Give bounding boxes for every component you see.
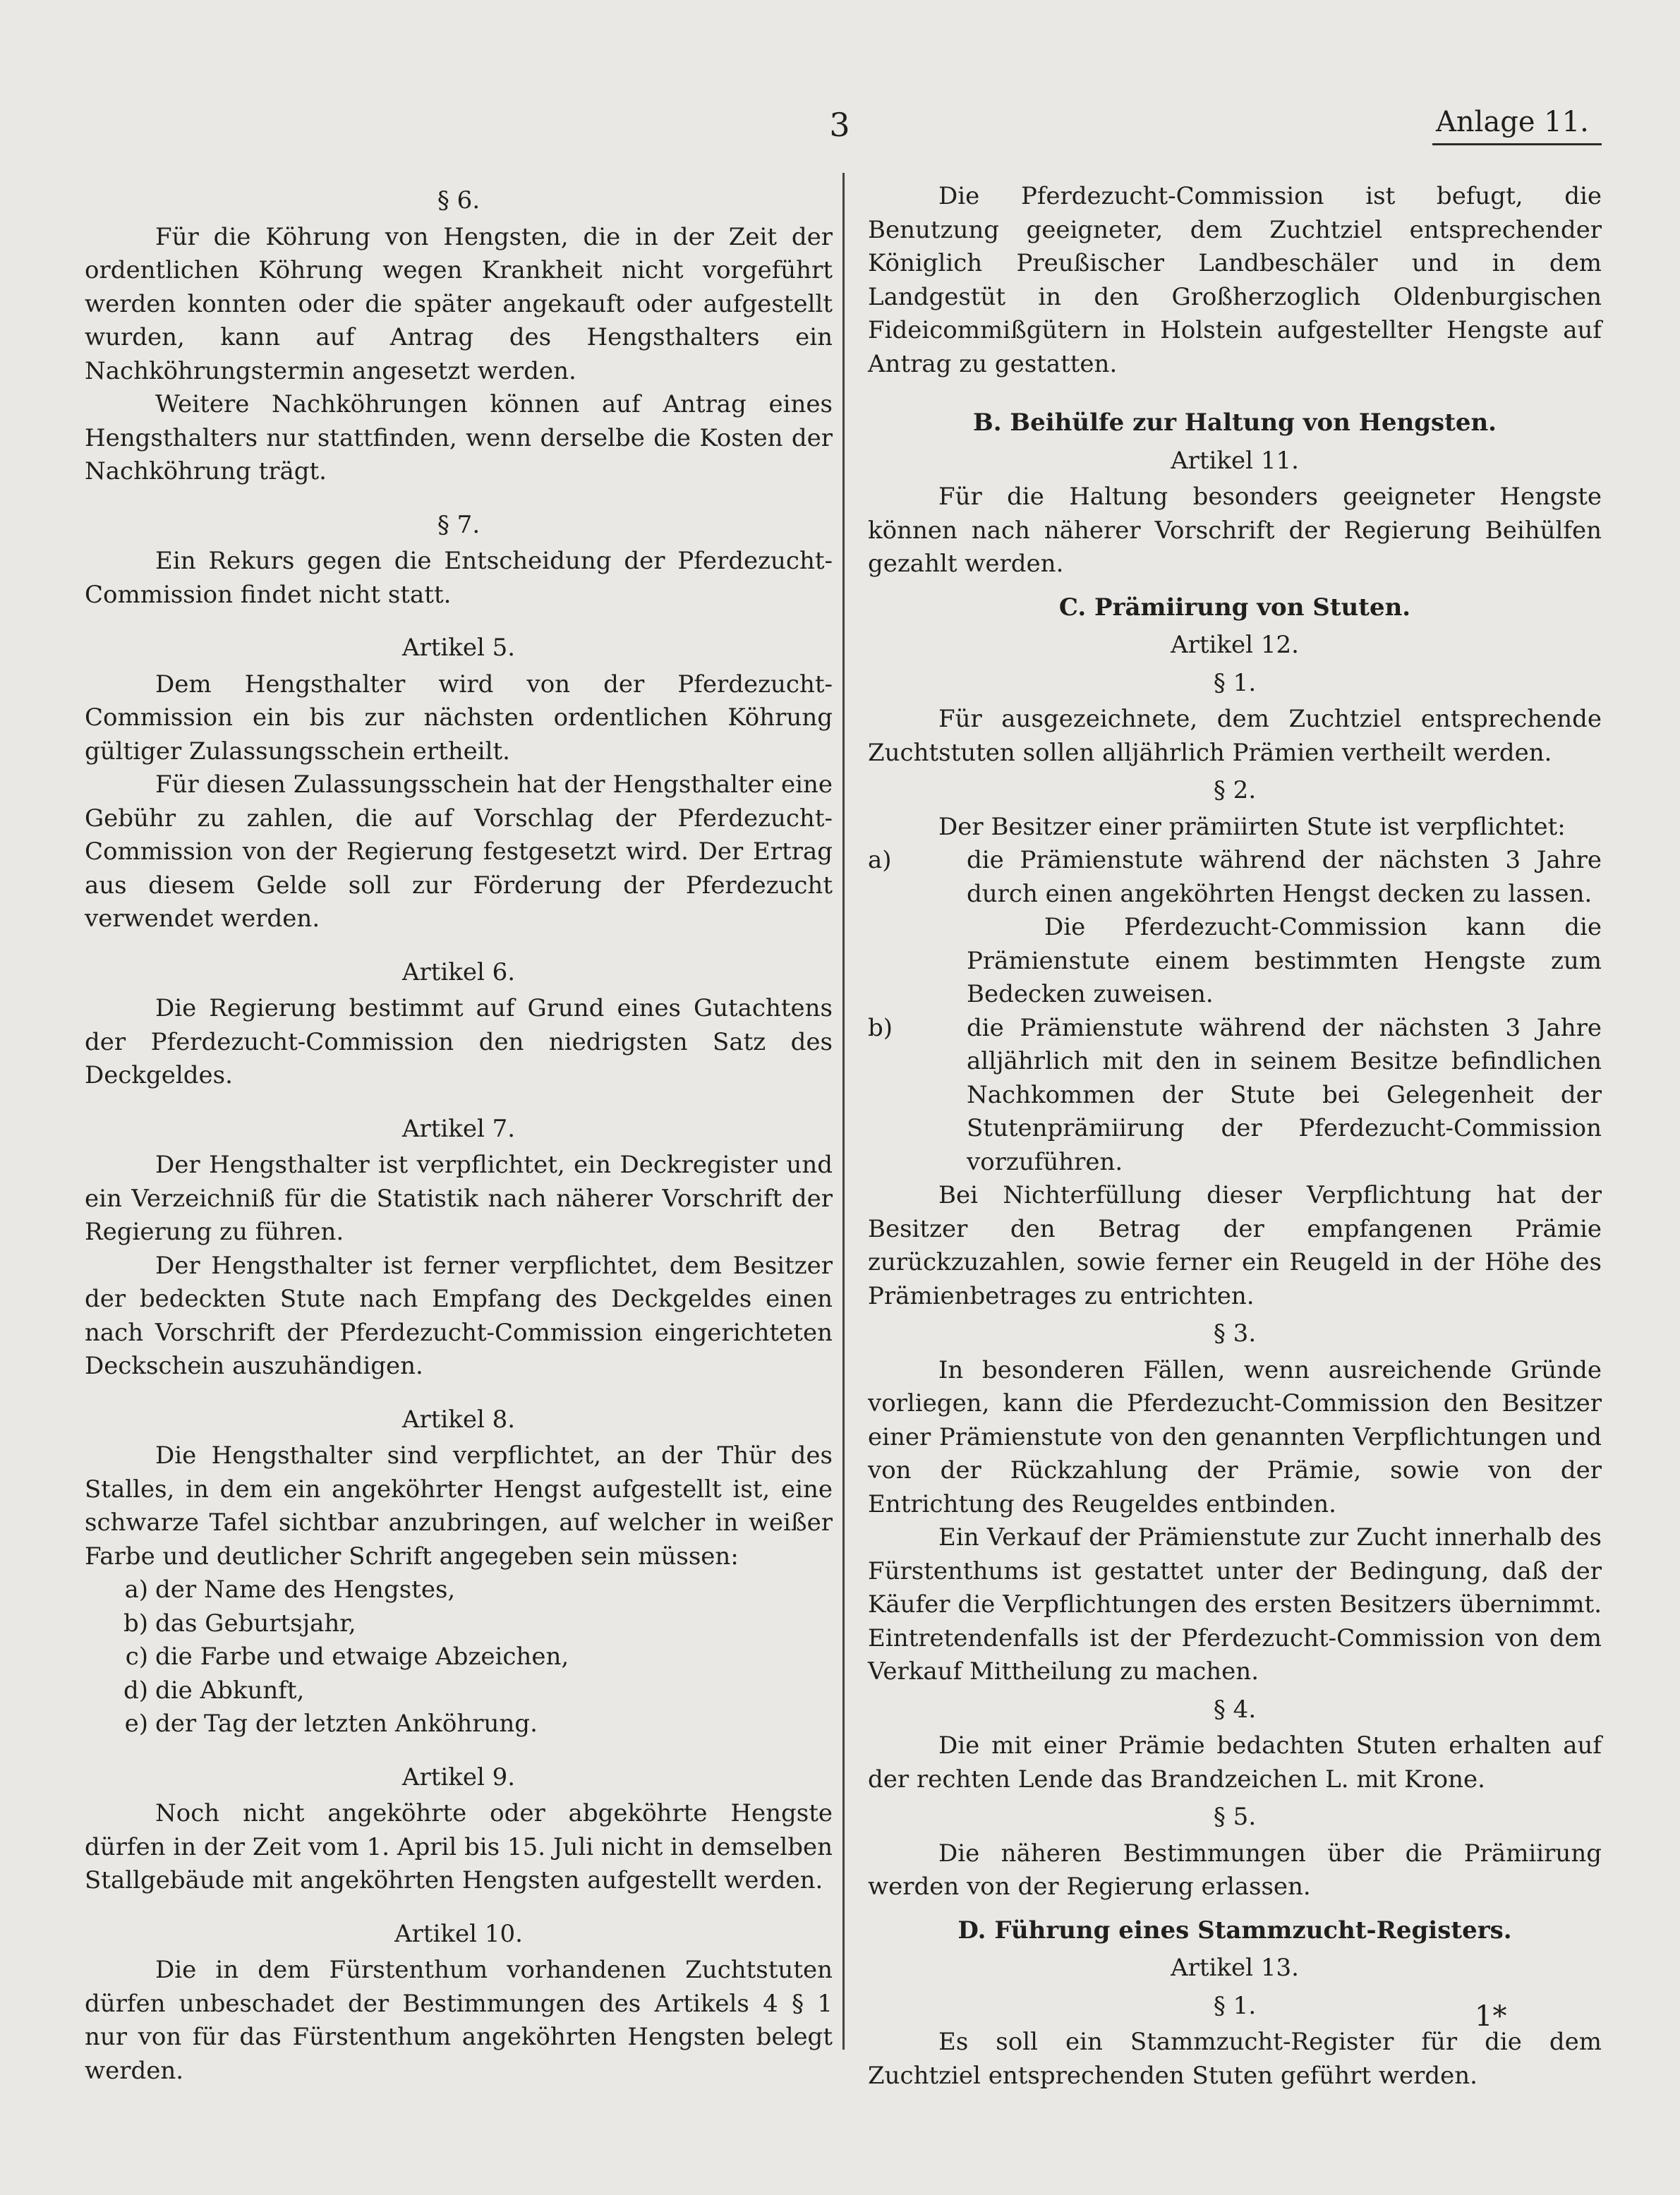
paragraph: Die Pferdezucht-Commission kann die Prämienstute einem bestimmten Hengste zum Bedecken zuweisen. xyxy=(967,913,1602,1008)
article-heading: Artikel 12. xyxy=(1171,631,1299,659)
list-item: b) das Geburtsjahr, xyxy=(123,1609,356,1638)
list-item: e) der Tag der letzten Anköhrung. xyxy=(124,1710,538,1738)
part-heading: C. Prämiirung von Stuten. xyxy=(1058,593,1411,622)
article-heading: Artikel 13. xyxy=(1171,1954,1299,1982)
obligations-list xyxy=(868,1012,1602,1180)
part-heading: D. Führung eines Stammzucht-Registers. xyxy=(957,1916,1512,1945)
article-heading: Artikel 9. xyxy=(401,1762,516,1791)
part-heading: B. Beihülfe zur Haltung von Hengsten. xyxy=(972,409,1497,437)
sign-requirements-list xyxy=(85,1573,833,1741)
annex-label: Anlage 11. xyxy=(1436,106,1589,138)
paragraph: Dem Hengsthalter wird von der Pferdezucht-Commission ein bis zur nächsten ordentlichen Köhrung gültiger Zulassungsschein ertheilt. xyxy=(85,670,833,766)
paragraph: Weitere Nachköhrungen können auf Antrag eines Hengsthalters nur stattfinden, wenn derselbe die Kosten der Nachköhrung trägt. xyxy=(85,390,833,485)
paragraph: Bei Nichterfüllung dieser Verpflichtung hat der Besitzer den Betrag der empfangenen Prämie zurückzuzahlen, sowie ferner ein Reugeld in der Höhe des Prämienbetrages zu entrichten. xyxy=(868,1181,1602,1310)
paragraph: Ein Rekurs gegen die Entscheidung der Pferdezucht-Commission findet nicht statt. xyxy=(85,547,833,609)
right-column xyxy=(868,180,1602,2093)
paragraph: In besonderen Fällen, wenn ausreichende Gründe vorliegen, kann die Pferdezucht-Commission den Besitzer einer Prämienstute von den genannten Verpflichtungen und von der Rückzahlung der Prämie, sowie von der Entrichtung des Reugeldes entbinden. xyxy=(868,1355,1602,1518)
section-heading: § 1. xyxy=(1213,1991,1257,2020)
article-heading: Artikel 6. xyxy=(401,957,516,986)
paragraph: Noch nicht angeköhrte oder abgeköhrte Hengste dürfen in der Zeit vom 1. April bis 15. Juli nicht in demselben Stallgebäude mit angeköhrten Hengsten aufgestellt werden. xyxy=(85,1799,833,1894)
paragraph: Der Besitzer einer prämiirten Stute ist verpflichtet: xyxy=(938,812,1566,841)
paragraph: Die in dem Fürstenthum vorhandenen Zuchtstuten dürfen unbeschadet der Bestimmungen des Artikels 4 § 1 nur von für das Fürstenthum angeköhrten Hengsten belegt werden. xyxy=(85,1956,833,2085)
article-heading: Artikel 11. xyxy=(1171,446,1299,475)
paragraph: Für die Köhrung von Hengsten, die in der Zeit der ordentlichen Köhrung wegen Krankheit nicht vorgeführt werden konnten oder die später angekauft oder aufgestellt wurden, kann auf Antrag des Hengsthalters ein Nachköhrungstermin angesetzt werden. xyxy=(85,222,833,385)
paragraph: Für ausgezeichnete, dem Zuchtziel entsprechende Zuchtstuten sollen alljährlich Prämien vertheilt werden. xyxy=(868,705,1602,767)
section-heading: § 5. xyxy=(1213,1803,1257,1831)
paragraph: Die Pferdezucht-Commission ist befugt, die Benutzung geeigneter, dem Zuchtziel entsprechender Königlich Preußischer Landbeschäler und in dem Landgestüt in den Großherzoglich Oldenburgischen Fideicommißgütern in Holstein aufgestellter Hengste auf Antrag zu gestatten. xyxy=(868,182,1602,378)
column-divider xyxy=(842,173,845,2050)
article-heading: Artikel 5. xyxy=(401,634,516,662)
paragraph: Der Hengsthalter ist verpflichtet, ein Deckregister und ein Verzeichniß für die Statistik nach näherer Vorschrift der Regierung zu führen. xyxy=(85,1151,833,1246)
paragraph: Die mit einer Prämie bedachten Stuten erhalten auf der rechten Lende das Brandzeichen L. mit Krone. xyxy=(868,1731,1602,1794)
article-heading: Artikel 7. xyxy=(401,1114,516,1143)
article-heading: Artikel 10. xyxy=(394,1919,523,1948)
signature-mark: 1* xyxy=(1475,2000,1507,2033)
list-item: c) die Farbe und etwaige Abzeichen, xyxy=(125,1643,569,1671)
paragraph: Für diesen Zulassungsschein hat der Hengsthalter eine Gebühr zu zahlen, die auf Vorschlag der Pferdezucht-Commission von der Regierung festgesetzt wird. Der Ertrag aus diesem Gelde soll zur Förderung der Pferdezucht verwendet werden. xyxy=(85,770,833,933)
paragraph: Die näheren Bestimmungen über die Prämiirung werden von der Regierung erlassen. xyxy=(868,1839,1602,1901)
section-heading: § 6. xyxy=(437,186,481,214)
list-item: a) der Name des Hengstes, xyxy=(124,1576,456,1604)
paragraph: Ein Verkauf der Prämienstute zur Zucht innerhalb des Fürstenthums ist gestattet unter der Bedingung, daß der Käufer die Verpflichtungen des ersten Besitzers übernimmt. Eintretendenfalls ist der Pferdezucht-Commission von dem Verkauf Mittheilung zu machen. xyxy=(868,1523,1602,1686)
page-number: 3 xyxy=(829,106,850,144)
paragraph: Es soll ein Stammzucht-Register für die dem Zuchtziel entsprechenden Stuten geführt werden. xyxy=(868,2028,1602,2090)
section-heading: § 3. xyxy=(1213,1319,1257,1348)
list-item: d) die Abkunft, xyxy=(123,1676,305,1705)
paragraph: Für die Haltung besonders geeigneter Hengste können nach näherer Vorschrift der Regierung Beihülfen gezahlt werden. xyxy=(868,483,1602,578)
list-item: a) die Prämienstute während der nächsten 3 Jahre durch einen angeköhrten Hengst decken zu lassen. xyxy=(868,846,1602,908)
section-heading: § 2. xyxy=(1213,776,1257,804)
paragraph: Der Hengsthalter ist ferner verpflichtet, dem Besitzer der bedeckten Stute nach Empfang des Deckgeldes einen nach Vorschrift der Pferdezucht-Commission eingerichteten Deckschein auszuhändigen. xyxy=(85,1251,833,1380)
section-heading: § 1. xyxy=(1213,668,1257,697)
paragraph: Die Regierung bestimmt auf Grund eines Gutachtens der Pferdezucht-Commission den niedrigsten Satz des Deckgeldes. xyxy=(85,994,833,1089)
annex-underline xyxy=(1432,143,1602,145)
left-column xyxy=(85,180,833,2088)
article-heading: Artikel 8. xyxy=(401,1405,516,1434)
section-heading: § 4. xyxy=(1213,1695,1257,1724)
obligations-list xyxy=(868,844,1602,911)
list-item: b) die Prämienstute während der nächsten 3 Jahre alljährlich mit den in seinem Besitze befindlichen Nachkommen der Stute bei Gelegenheit der Stutenprämiirung der Pferdezucht-Commission vorzuführen. xyxy=(868,1013,1602,1176)
paragraph: Die Hengsthalter sind verpflichtet, an der Thür des Stalles, in dem ein angeköhrter Hengst aufgestellt ist, eine schwarze Tafel sichtbar anzubringen, auf welcher in weißer Farbe und deutlicher Schrift angegeben sein müssen: xyxy=(85,1441,833,1571)
section-heading: § 7. xyxy=(437,510,481,539)
